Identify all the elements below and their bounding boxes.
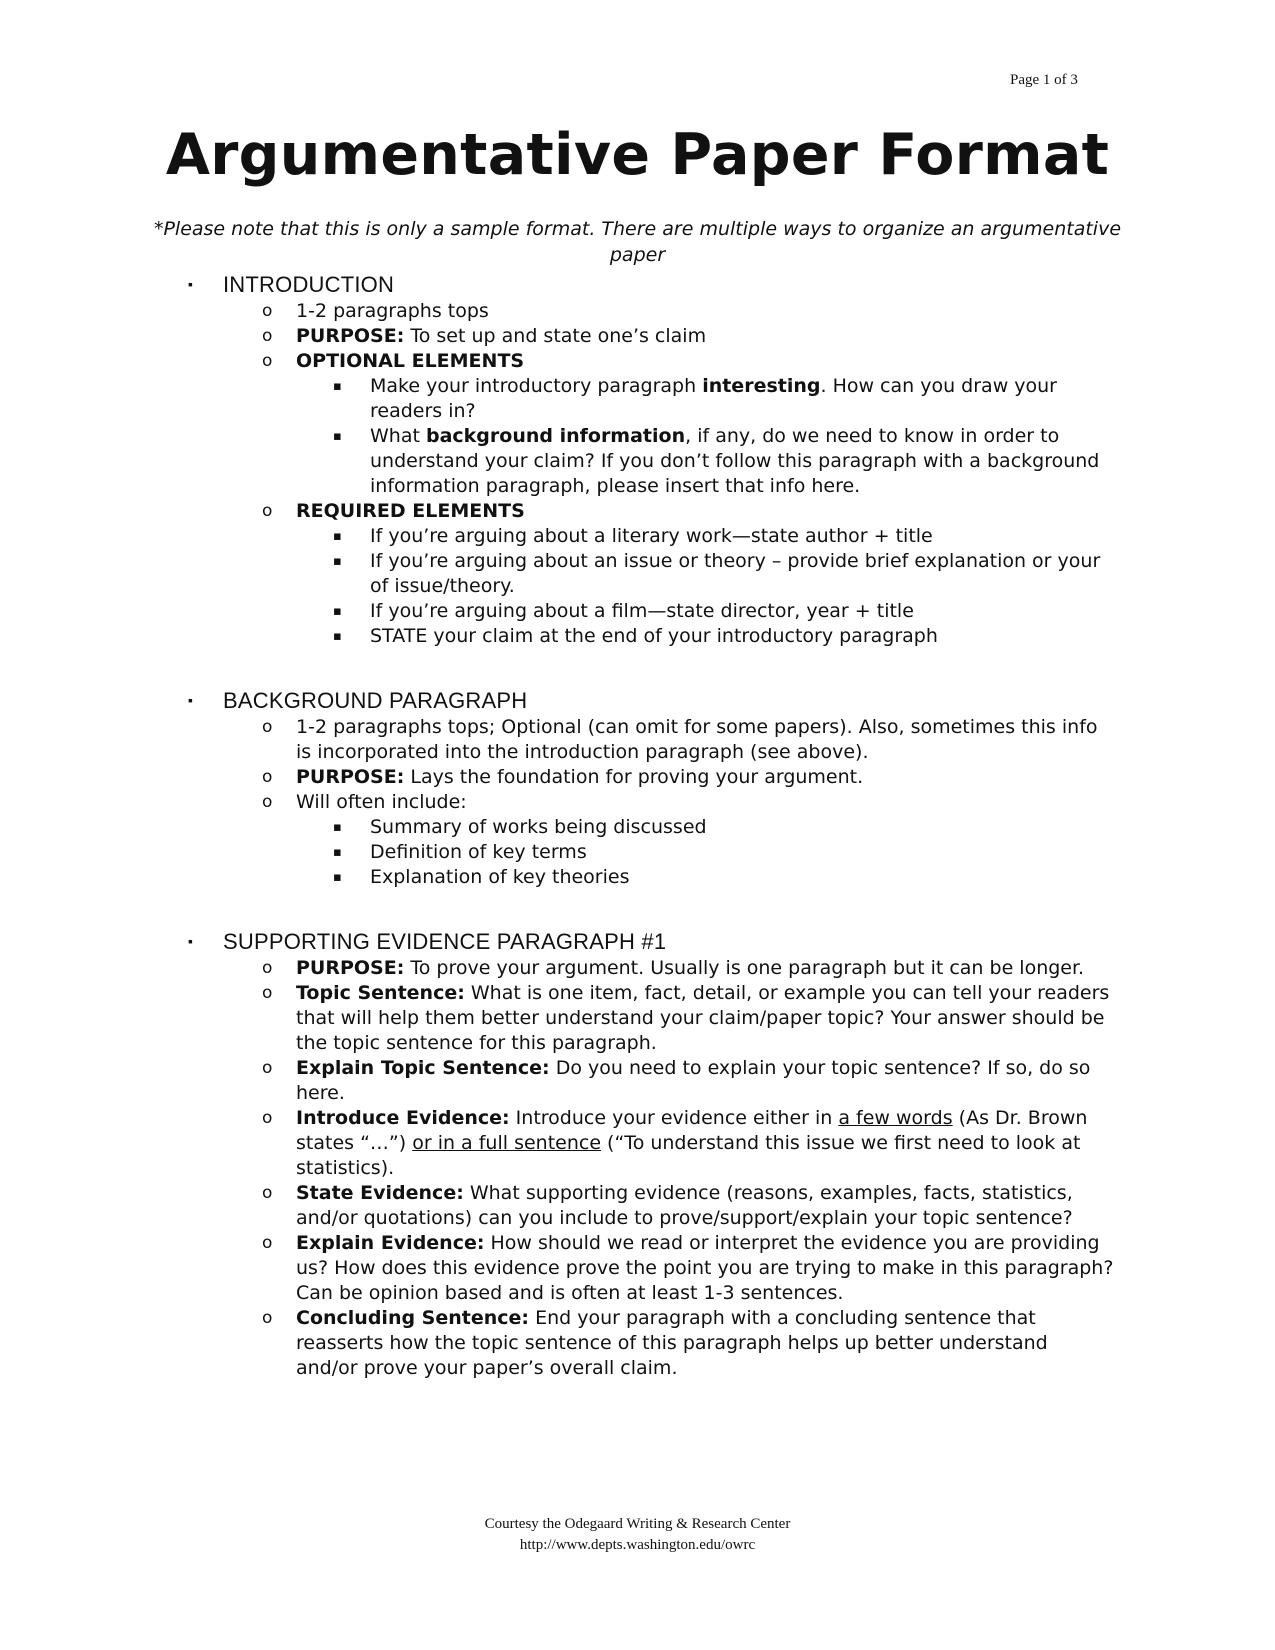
- square-bullet-icon: ▪: [333, 604, 342, 619]
- list-item: [0, 499, 1114, 524]
- underlined-text: or in a full sentence: [412, 1132, 602, 1154]
- item-text: Introduce your evidence either in: [509, 1107, 839, 1129]
- section: [0, 927, 1275, 1381]
- item-text: How should we read or interpret the evidence you are providing us? How does this evidence prove the point you are trying to make in this paragraph? Can be opinion based and is often at least 1-3 sentences.: [296, 1232, 1114, 1304]
- list-item: [0, 981, 1114, 1056]
- circle-bullet-icon: o: [262, 326, 273, 346]
- square-bullet-icon: ▪: [188, 276, 194, 292]
- section-heading-text: SUPPORTING EVIDENCE PARAGRAPH #1: [223, 929, 667, 954]
- item-text: Will often include:: [296, 791, 467, 813]
- square-bullet-icon: ▪: [333, 379, 342, 394]
- item-text: STATE your claim at the end of your introductory paragraph: [370, 625, 938, 647]
- page-number: Page 1 of 3: [1010, 72, 1078, 88]
- item-text: End your paragraph with a concluding sentence that reasserts how the topic sentence of this paragraph helps up better understand and/or prove your paper’s overall claim.: [296, 1307, 1048, 1379]
- sub-list-item: [0, 524, 1114, 549]
- item-text: (As Dr. Brown states “…”): [296, 1107, 1088, 1154]
- bold-label: interesting: [702, 375, 821, 397]
- circle-bullet-icon: o: [262, 301, 273, 321]
- list-item: [0, 715, 1114, 765]
- square-bullet-icon: ▪: [333, 870, 342, 885]
- circle-bullet-icon: o: [262, 1058, 273, 1078]
- square-bullet-icon: ▪: [333, 845, 342, 860]
- bold-label: Topic Sentence:: [296, 982, 465, 1004]
- sub-list-item: [0, 549, 1114, 599]
- item-text: If you’re arguing about a literary work—state author + title: [370, 525, 933, 547]
- list-item: [0, 324, 1114, 349]
- list-item: [0, 1056, 1114, 1106]
- bold-label: Explain Topic Sentence:: [296, 1057, 550, 1079]
- sub-list-item: [0, 374, 1114, 424]
- circle-bullet-icon: o: [262, 351, 273, 371]
- sub-list-item: [0, 599, 1114, 624]
- circle-bullet-icon: o: [262, 983, 273, 1003]
- sub-list-item: [0, 840, 1114, 865]
- circle-bullet-icon: o: [262, 1233, 273, 1253]
- sub-list-item: [0, 624, 1114, 649]
- item-text: 1-2 paragraphs tops: [296, 300, 489, 322]
- section-heading: [0, 686, 1275, 715]
- list-item: [0, 1106, 1114, 1181]
- circle-bullet-icon: o: [262, 767, 273, 787]
- sub-list-item: [0, 865, 1114, 890]
- list-item: [0, 299, 1114, 324]
- item-text: Do you need to explain your topic sentence? If so, do so here.: [296, 1057, 1091, 1104]
- item-text: What is one item, fact, detail, or example you can tell your readers that will help them better understand your claim/paper topic? Your answer should be the topic sentence for this paragraph.: [296, 982, 1110, 1054]
- item-text: Summary of works being discussed: [370, 816, 707, 838]
- item-text: What: [370, 425, 426, 447]
- item-text: If you’re arguing about a film—state director, year + title: [370, 600, 914, 622]
- list-item: [0, 956, 1114, 981]
- bold-label: PURPOSE:: [296, 957, 405, 979]
- bold-label: PURPOSE:: [296, 766, 405, 788]
- list-item: [0, 790, 1114, 815]
- item-text: What supporting evidence (reasons, examples, facts, statistics, and/or quotations) can you include to prove/support/explain your topic sentence?: [296, 1182, 1073, 1229]
- list-item: [0, 1306, 1114, 1381]
- list-item: [0, 1181, 1114, 1231]
- bold-label: State Evidence:: [296, 1182, 464, 1204]
- list-item: [0, 1231, 1114, 1306]
- sub-list-item: [0, 815, 1114, 840]
- item-text: Explanation of key theories: [370, 866, 630, 888]
- bold-label: Introduce Evidence:: [296, 1107, 510, 1129]
- section-heading: [0, 927, 1275, 956]
- list-item: [0, 765, 1114, 790]
- list-item: [0, 349, 1114, 374]
- bold-label: background information: [425, 425, 686, 447]
- section: [0, 686, 1275, 890]
- document-body: [0, 270, 1275, 1418]
- item-text: To prove your argument. Usually is one paragraph but it can be longer.: [404, 957, 1085, 979]
- item-text: Make your introductory paragraph: [370, 375, 703, 397]
- footer: [0, 1514, 1275, 1556]
- item-text: Definition of key terms: [370, 841, 587, 863]
- sample-format-note: *Please note that this is only a sample format. There are multiple ways to organize an argumentative paper: [153, 218, 1122, 266]
- square-bullet-icon: ▪: [333, 429, 342, 444]
- footer-credit: Courtesy the Odegaard Writing & Research Center: [484, 1516, 791, 1532]
- sub-list-item: [0, 424, 1114, 499]
- circle-bullet-icon: o: [262, 501, 273, 521]
- square-bullet-icon: ▪: [333, 554, 342, 569]
- square-bullet-icon: ▪: [333, 529, 342, 544]
- item-text: 1-2 paragraphs tops; Optional (can omit for some papers). Also, sometimes this info is incorporated into the introduction paragraph (see above).: [296, 716, 1098, 763]
- item-text: To set up and state one’s claim: [404, 325, 707, 347]
- section-heading-text: BACKGROUND PARAGRAPH: [223, 688, 528, 713]
- underlined-text: a few words: [838, 1107, 953, 1129]
- document-title: Argumentative Paper Format: [165, 122, 1110, 188]
- item-text: (“To understand this issue we first need to look at statistics).: [296, 1132, 1081, 1179]
- circle-bullet-icon: o: [262, 1183, 273, 1203]
- square-bullet-icon: ▪: [188, 692, 194, 708]
- square-bullet-icon: ▪: [188, 933, 194, 949]
- item-text: Lays the foundation for proving your argument.: [404, 766, 864, 788]
- footer-url: http://www.depts.washington.edu/owrc: [519, 1537, 756, 1553]
- bold-label: PURPOSE:: [296, 325, 405, 347]
- bold-label: REQUIRED ELEMENTS: [296, 500, 525, 522]
- circle-bullet-icon: o: [262, 717, 273, 737]
- bold-label: Explain Evidence:: [296, 1232, 485, 1254]
- circle-bullet-icon: o: [262, 1108, 273, 1128]
- square-bullet-icon: ▪: [333, 629, 342, 644]
- item-text: . How can you draw your readers in?: [370, 375, 1057, 422]
- circle-bullet-icon: o: [262, 1308, 273, 1328]
- bold-label: OPTIONAL ELEMENTS: [296, 350, 525, 372]
- square-bullet-icon: ▪: [333, 820, 342, 835]
- item-text: , if any, do we need to know in order to understand your claim? If you don’t follow this paragraph with a background information paragraph, please insert that info here.: [370, 425, 1100, 497]
- section: [0, 270, 1275, 649]
- section-heading-text: INTRODUCTION: [223, 272, 395, 297]
- item-text: If you’re arguing about an issue or theory – provide brief explanation or your of issue/theory.: [370, 550, 1101, 597]
- circle-bullet-icon: o: [262, 792, 273, 812]
- circle-bullet-icon: o: [262, 958, 273, 978]
- bold-label: Concluding Sentence:: [296, 1307, 530, 1329]
- section-heading: [0, 270, 1275, 299]
